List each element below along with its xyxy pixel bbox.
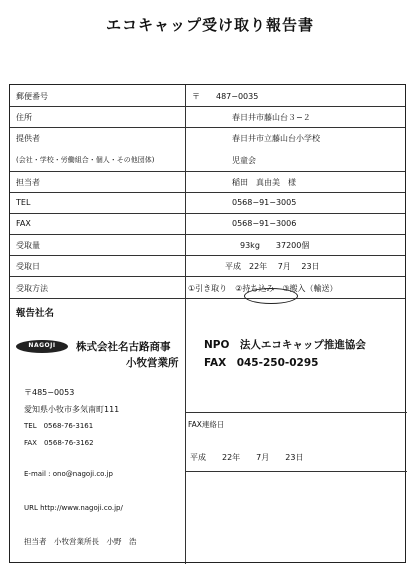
fax-date-label: FAX連絡日 bbox=[188, 420, 225, 429]
label-postal-code: 郵便番号 bbox=[16, 92, 48, 101]
npo-fax: FAX 045-250-0295 bbox=[204, 357, 319, 369]
row-postal-code bbox=[10, 85, 405, 107]
nagoji-logo: NAGOJI bbox=[16, 340, 68, 353]
row-fax bbox=[10, 213, 405, 235]
report-email: E-mail : ono@nagoji.co.jp bbox=[24, 470, 113, 478]
label-method: 受取方法 bbox=[16, 284, 48, 293]
value-method: ①引き取り ②持ち込み ③搬入（輸送） bbox=[188, 284, 338, 293]
report-url: URL http://www.nagoji.co.jp/ bbox=[24, 504, 123, 512]
row-date bbox=[10, 255, 405, 277]
value-quantity: 93kg 37200個 bbox=[240, 241, 310, 250]
npo-name: NPO 法人エコキャップ推進協会 bbox=[204, 339, 366, 351]
value-contact: 稲田 真由美 様 bbox=[232, 178, 296, 187]
column-divider-lower bbox=[185, 298, 186, 564]
row-quantity bbox=[10, 234, 405, 256]
company-branch: 小牧営業所 bbox=[126, 357, 179, 369]
row-tel bbox=[10, 192, 405, 214]
value-fax: 0568−91−3006 bbox=[232, 219, 297, 228]
label-provider-type: (会社・学校・労働組合・個人・その他団体) bbox=[16, 156, 155, 164]
page-title: エコキャップ受け取り報告書 bbox=[105, 16, 314, 34]
value-address: 春日井市藤山台３−２ bbox=[232, 113, 311, 122]
selected-method-circle bbox=[244, 288, 298, 304]
label-date: 受取日 bbox=[16, 262, 40, 271]
label-address: 住所 bbox=[16, 113, 32, 122]
value-date: 平成 22年 7月 23日 bbox=[225, 262, 320, 271]
fax-date-value: 平成 22年 7月 23日 bbox=[190, 453, 304, 462]
label-tel: TEL bbox=[16, 198, 31, 207]
row-address bbox=[10, 106, 405, 128]
value-provider-type: 児童会 bbox=[232, 156, 256, 165]
label-fax: FAX bbox=[16, 219, 31, 228]
row-method bbox=[10, 276, 405, 299]
report-heading: 報告社名 bbox=[16, 308, 55, 319]
label-contact: 担当者 bbox=[16, 178, 40, 187]
report-fax: FAX 0568-76-3162 bbox=[24, 439, 94, 447]
report-postal: 〒485−0053 bbox=[24, 388, 75, 397]
fax-date-bottom-line bbox=[185, 471, 407, 472]
label-quantity: 受取量 bbox=[16, 241, 40, 250]
report-form bbox=[9, 84, 406, 563]
report-address: 愛知県小牧市多気南町111 bbox=[24, 405, 120, 414]
row-provider bbox=[10, 127, 405, 172]
value-postal-code: 〒 487−0035 bbox=[192, 92, 259, 101]
report-tel: TEL 0568-76-3161 bbox=[24, 422, 94, 430]
value-tel: 0568−91−3005 bbox=[232, 198, 297, 207]
row-contact bbox=[10, 171, 405, 193]
company-name: 株式会社名古路商事 bbox=[76, 341, 171, 353]
label-provider: 提供者 bbox=[16, 134, 40, 143]
report-contact: 担当者 小牧営業所長 小野 浩 bbox=[24, 537, 137, 546]
value-provider: 春日井市立藤山台小学校 bbox=[232, 134, 320, 143]
fax-date-top-line bbox=[185, 412, 407, 413]
